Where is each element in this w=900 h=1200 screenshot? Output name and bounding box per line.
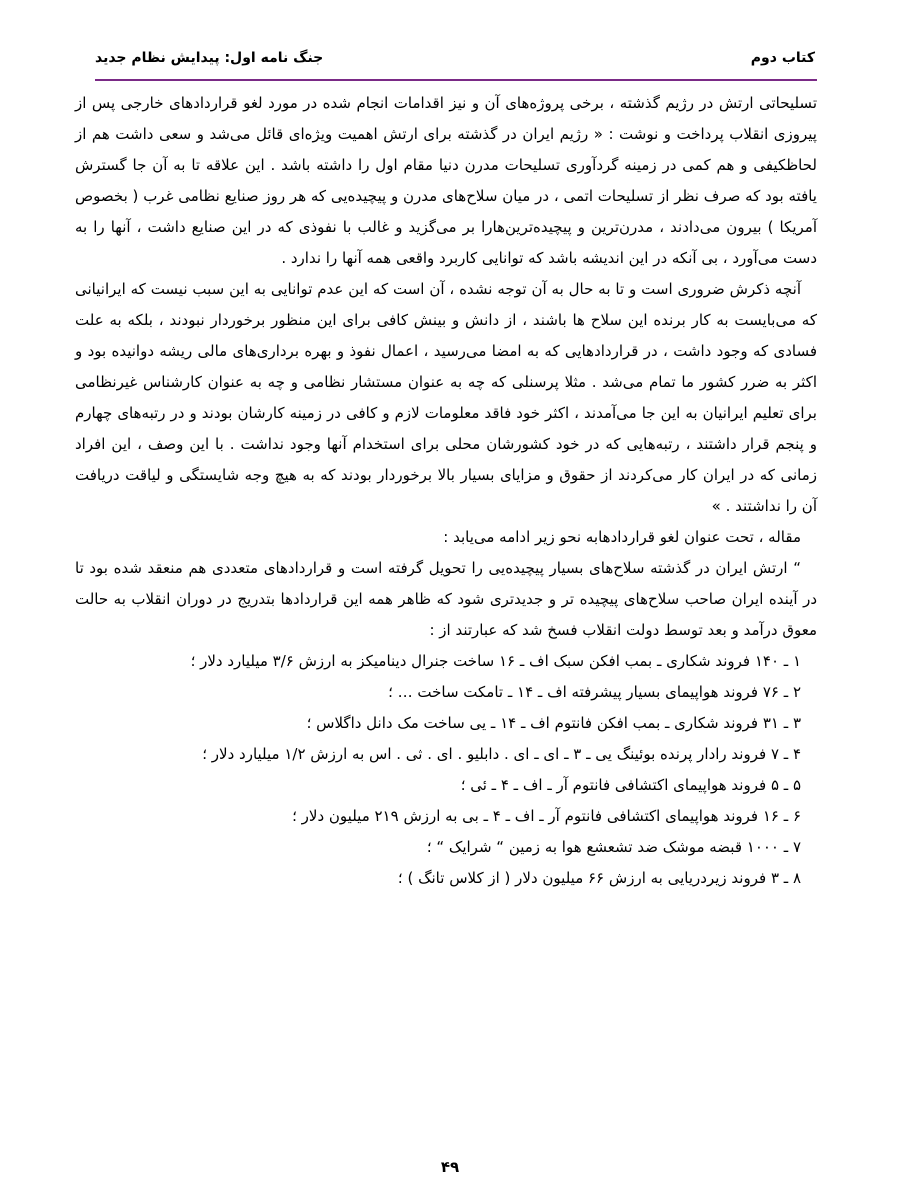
list-item: ۷ ـ ۱۰۰۰ قبضه موشک ضد تشعشع هوا به زمین “ شرایک “ ؛ [426, 838, 801, 856]
paragraph-2: آنچه ذکرش ضروری است و تا به حال به آن توجه نشده ، آن است که این عدم توانایی به این سبب نیست که ایرانیانی که می‌بایست به کار برنده این سلاح ها باشند ، از دانش و بینش کافی برای این منظور برخوردار نبودند ، بلکه به علت فسادی که وجود داشت ، در قراردادهایی که به امضا می‌رسید ، اعمال نفوذ و بهره برداری‌های مالی ریشه دوانیده بود و اکثر به ضرر کشور ما تمام می‌شد . مثلا پرسنلی که چه به عنوان مستشار نظامی و چه به عنوان کارشناس غیرنظامی برای تعلیم ایرانیان به این جا می‌آمدند ، اکثر خود فاقد معلومات لازم و کافی در زمینه کارشان بودند و در رتبه‌های چهارم و پنجم قرار داشتند ، رتبه‌هایی که در خود کشورشان محلی برای استخدام آنها وجود نداشت . با این وصف ، این افراد زمانی که در ایران کار می‌کردند از حقوق و مزایای بسیار بالا برخوردار بودند که به هیچ وجه شایستگی و لیاقت دریافت آن را نداشتند . » [75, 280, 817, 515]
list-item: ۴ ـ ۷ فروند رادار پرنده بوئینگ یی ـ ۳ ـ ای ـ ای . دابلیو . ای . ثی . اس به ارزش ۱/۲ میلیارد دلار ؛ [202, 745, 801, 763]
paragraph-3: مقاله ، تحت عنوان لغو قراردادهابه نحو زیر ادامه می‌یابد : [443, 528, 801, 546]
header-divider [95, 79, 817, 81]
paragraph-4: “ ارتش ایران در گذشته سلاح‌های بسیار پیچیده‌یی را تحویل گرفته است و قراردادهای متعددی هم منعقد شده بود تا در آینده ایران صاحب سلاح‌های پیچیده تر و جدیدتری شود که ظاهر همه این قراردادها بتدریج در دوران انقلاب به حالت معوق درآمد و بعد توسط دولت انقلاب فسخ شد که عبارتند از : [75, 559, 817, 639]
chapter-title: جنگ نامه اول: پیدایش نظام جدید [95, 50, 324, 66]
page-number: ۴۹ [440, 1158, 460, 1176]
list-item: ۶ ـ ۱۶ فروند هواپیمای اکتشافی فانتوم آر ـ اف ـ ۴ ـ بی به ارزش ۲۱۹ میلیون دلار ؛ [292, 807, 801, 825]
list-item: ۵ ـ ۵ فروند هواپیمای اکتشافی فانتوم آر ـ اف ـ ۴ ـ ئی ؛ [460, 776, 801, 794]
body-text [75, 88, 817, 894]
list-item: ۸ ـ ۳ فروند زیردریایی به ارزش ۶۶ میلیون دلار ( از کلاس تانگ ) ؛ [397, 869, 801, 887]
paragraph-1: تسلیحاتی ارتش در رژیم گذشته ، برخی پروژه‌های آن و نیز اقدامات انجام شده در مورد لغو قراردادهای خارجی پس از پیروزی انقلاب پرداخت و نوشت : « رژیم ایران در گذشته برای ارتش اهمیت ویژه‌ای قائل می‌شد و سعی داشت هم از لحاظکیفی و هم کمی در زمینه گردآوری تسلیحات مدرن دنیا مقام اول را داشته باشد . این علاقه تا به آن جا گسترش یافته بود که صرف نظر از تسلیحات اتمی ، در میان سلاح‌های مدرن و پیچیده‌یی که هر روز صنایع نظامی غرب ( بخصوص آمریکا ) بیرون می‌دادند ، مدرن‌ترین و پیچیده‌ترین‌هارا بر می‌گزید و غالب با نفوذی که در این صنایع داشت ، آنها را به دست می‌آورد ، بی آنکه در این اندیشه باشد که توانایی کاربرد واقعی همه آنها را ندارد . [75, 94, 817, 267]
list-item: ۳ ـ ۳۱ فروند شکاری ـ بمب افکن فانتوم اف ـ ۱۴ ـ یی ساخت مک دانل داگلاس ؛ [306, 714, 801, 732]
list-item: ۲ ـ ۷۶ فروند هواپیمای بسیار پیشرفته اف ـ ۱۴ ـ تامکت ساخت … ؛ [388, 683, 801, 701]
page-header [95, 44, 815, 72]
book-title: کتاب دوم [750, 50, 815, 66]
contract-list [75, 646, 817, 894]
list-item: ۱ ـ ۱۴۰ فروند شکاری ـ بمب افکن سبک اف ـ ۱۶ ساخت جنرال دینامیکز به ارزش ۳/۶ میلیارد دلار ؛ [190, 652, 801, 670]
